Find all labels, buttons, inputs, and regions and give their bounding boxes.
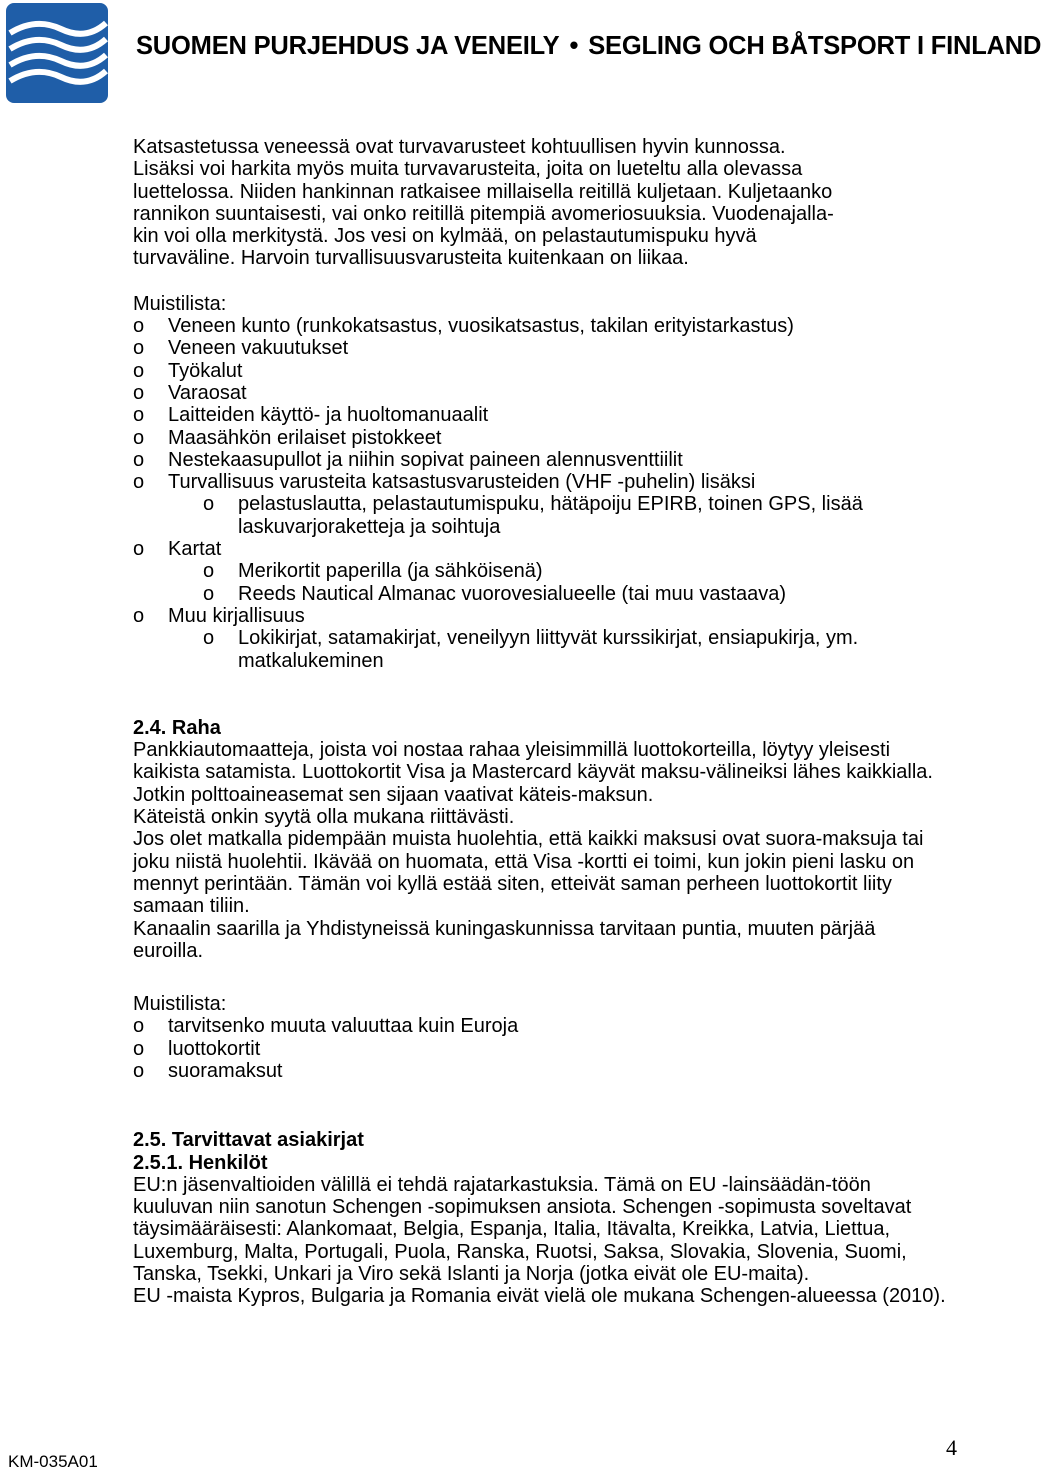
paragraph: Käteistä onkin syytä olla mukana riittävästi.: [133, 806, 515, 829]
paragraph: Jos olet matkalla pidempään muista huolehtia, että kaikki maksusi ovat suora-maksuja tai joku niistä huolehtii. Ikävää on huomata, että Visa -kortti ei toimi, kun jokin pieni lasku on mennyt perintään. Tämän voi kyllä estää siten, etteivät saman perheen luottokortit liity samaan tiliin.: [133, 828, 924, 918]
list-item: o Veneen kunto (runkokatsastus, vuosikatsastus, takilan erityistarkastus): [133, 315, 948, 337]
section-2-5-title: 2.5. Tarvittavat asiakirjat: [133, 1129, 364, 1152]
org-name-sv: SEGLING OCH BÅTSPORT I FINLAND: [588, 32, 1041, 60]
checklist-2-title: Muistilista:: [133, 993, 227, 1016]
page-header: [0, 0, 1041, 108]
sailing-waves-logo-icon: [6, 3, 108, 103]
list-item: o Muu kirjallisuus: [133, 605, 948, 627]
paragraph: EU:n jäsenvaltioiden välillä ei tehdä rajatarkastuksia. Tämä on EU -lainsäädän-töön kuuluvan niin sanotun Schengen -sopimuksen ansiota. Schengen -sopimusta soveltavat täysimääräisesti: Alankomaat, Belgia, Espanja, Italia, Itävalta, Kreikka, Latvia, Liettua, Luxemburg, Malta, Portugali, Puola, Ranska, Ruotsi, Saksa, Slovakia, Slovenia, Suomi, Tanska, Tsekki, Unkari ja Viro sekä Islanti ja Norja (jotka eivät ole EU-maita).: [133, 1173, 912, 1286]
sub-list-item: o Merikortit paperilla (ja sähköisenä): [203, 560, 948, 582]
list-item: o Nestekaasupullot ja niihin sopivat paineen alennusventtiilit: [133, 449, 948, 471]
list-item: o Kartat: [133, 538, 948, 560]
org-name-fi: SUOMEN PURJEHDUS JA VENEILY: [136, 32, 560, 60]
list-item: o tarvitsenko muuta valuuttaa kuin Euroja: [133, 1015, 948, 1037]
list-item: o Turvallisuus varusteita katsastusvarusteiden (VHF -puhelin) lisäksi: [133, 471, 948, 493]
checklist-1-title: Muistilista:: [133, 292, 227, 315]
sub-list-item: o Lokikirjat, satamakirjat, veneilyyn liittyvät kurssikirjat, ensiapukirja, ym. matkalukeminen: [203, 627, 948, 672]
list-item: o suoramaksut: [133, 1060, 948, 1082]
checklist-1: [133, 315, 948, 672]
document-code: KM-035A01: [8, 1452, 98, 1471]
section-2-4-title: 2.4. Raha: [133, 716, 221, 739]
paragraph: EU -maista Kypros, Bulgaria ja Romania eivät vielä ole mukana Schengen-alueessa (2010).: [133, 1285, 946, 1308]
text-line: Katsastetussa veneessä ovat turvavarusteet kohtuullisen hyvin kunnossa.: [133, 136, 786, 158]
paragraph: Pankkiautomaatteja, joista voi nostaa rahaa yleisimmillä luottokorteilla, löytyy yleisesti kaikista satamista. Luottokortit Visa ja Mastercard käyvät maksu-välineiksi lähes kaikkialla. Jotkin polttoaineasemat sen sijaan vaativat käteis-maksun.: [133, 739, 933, 806]
checklist-2: [133, 1015, 948, 1082]
list-item: o Veneen vakuutukset: [133, 337, 948, 359]
list-item: o Laitteiden käyttö- ja huoltomanuaalit: [133, 404, 948, 426]
list-item: o Työkalut: [133, 360, 948, 382]
org-name-separator: •: [569, 32, 579, 60]
text-line: rannikon suuntaisesti, vai onko reitillä pitempiä avomeriosuuksia. Vuodenajalla-: [133, 202, 834, 225]
paragraph: Kanaalin saarilla ja Yhdistyneissä kuningaskunnissa tarvitaan puntia, muuten pärjää euroilla.: [133, 917, 876, 962]
text-line: turvaväline. Harvoin turvallisuusvarusteita kuitenkaan on liikaa.: [133, 247, 689, 270]
text-line: luettelossa. Niiden hankinnan ratkaisee millaisella reitillä kuljetaan. Kuljetaanko: [133, 180, 833, 203]
list-item: o Varaosat: [133, 382, 948, 404]
text-line: Lisäksi voi harkita myös muita turvavarusteita, joita on lueteltu alla olevassa: [133, 158, 803, 181]
page-number: 4: [946, 1435, 957, 1460]
list-item: o Maasähkön erilaiset pistokkeet: [133, 427, 948, 449]
list-item: o luottokortit: [133, 1038, 948, 1060]
text-line: kin voi olla merkitystä. Jos vesi on kylmää, on pelastautumispuku hyvä: [133, 225, 757, 248]
document-body: [133, 136, 948, 1308]
intro-paragraph: [133, 136, 948, 270]
section-2-5-1-title: 2.5.1. Henkilöt: [133, 1151, 268, 1174]
sub-list-item: o pelastuslautta, pelastautumispuku, hätäpoiju EPIRB, toinen GPS, lisää laskuvarjoraketteja ja soihtuja: [203, 493, 948, 538]
sub-list-item: o Reeds Nautical Almanac vuorovesialueelle (tai muu vastaava): [203, 583, 948, 605]
organization-name: [136, 32, 1041, 61]
